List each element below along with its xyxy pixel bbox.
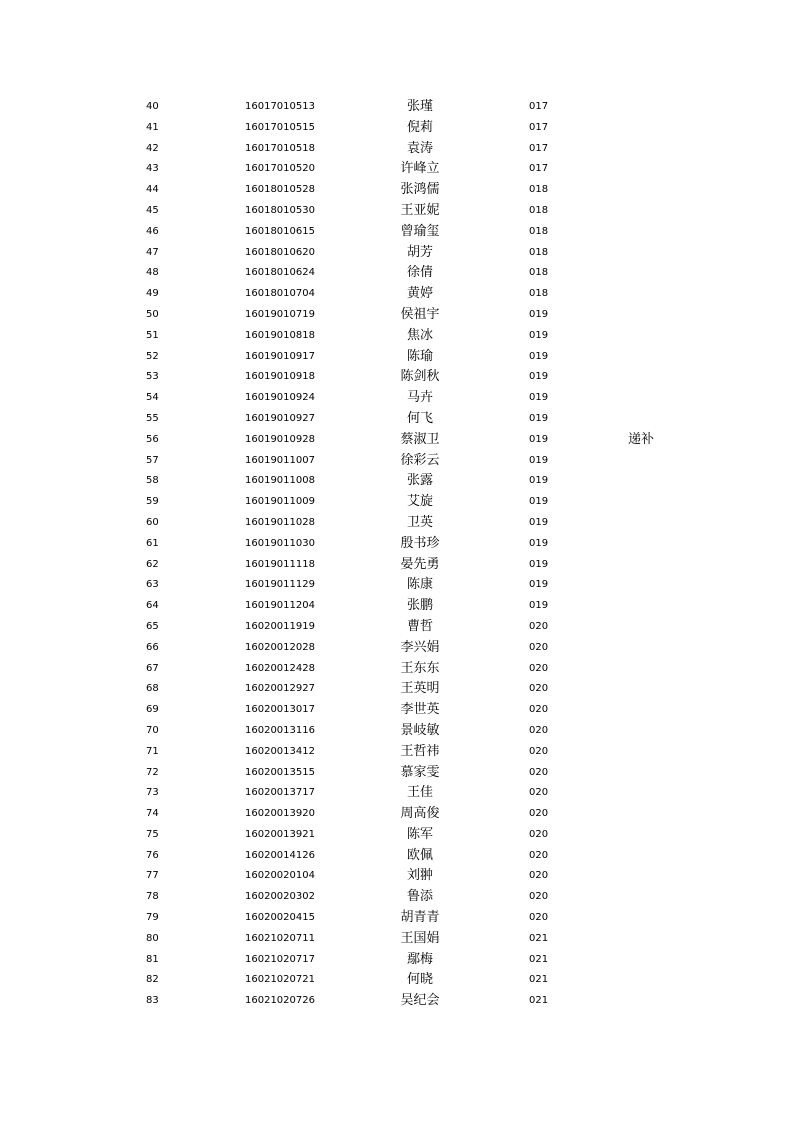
exam-id: 16017010513 [245, 101, 315, 112]
row-number: 83 [146, 995, 159, 1007]
position-code: 021 [529, 974, 549, 986]
exam-id: 16020013017 [245, 704, 315, 716]
exam-id: 16019011204 [245, 600, 315, 612]
position-code: 020 [529, 745, 549, 757]
row-number: 58 [146, 475, 159, 487]
candidate-name: 焦冰 [406, 327, 433, 343]
position-code: 020 [529, 704, 549, 716]
row-number: 63 [146, 579, 159, 591]
table-row [0, 804, 794, 825]
exam-id: 16019010818 [245, 329, 315, 341]
table-row [0, 929, 794, 950]
candidate-name: 蔡淑卫 [400, 431, 440, 447]
candidate-name: 卫英 [406, 514, 433, 530]
position-code: 020 [529, 766, 549, 778]
position-code: 019 [529, 329, 549, 341]
row-number: 66 [146, 641, 159, 653]
position-code: 017 [529, 101, 549, 112]
candidate-name: 艾旋 [406, 494, 433, 510]
roster-table [0, 97, 794, 1012]
candidate-name: 张鹏 [406, 598, 433, 614]
candidate-name: 徐彩云 [400, 452, 440, 468]
table-row [0, 908, 794, 929]
exam-id: 16018010615 [245, 225, 315, 237]
position-code: 019 [529, 350, 549, 362]
table-row [0, 721, 794, 742]
position-code: 018 [529, 267, 549, 279]
position-code: 020 [529, 870, 549, 882]
table-row [0, 180, 794, 201]
table-row [0, 783, 794, 804]
candidate-name: 陈瑜 [406, 348, 433, 364]
exam-id: 16017010518 [245, 142, 315, 154]
position-code: 020 [529, 828, 549, 840]
exam-id: 16020020104 [245, 870, 315, 882]
candidate-name: 何晓 [406, 972, 433, 988]
position-code: 021 [529, 932, 549, 944]
position-code: 018 [529, 204, 549, 216]
row-number: 71 [146, 745, 159, 757]
exam-id: 16020011919 [245, 620, 315, 632]
position-code: 017 [529, 163, 549, 175]
row-number: 46 [146, 225, 159, 237]
row-number: 48 [146, 267, 159, 279]
candidate-name: 欧佩 [406, 847, 433, 863]
candidate-name: 鲁添 [406, 889, 433, 905]
position-code: 020 [529, 849, 549, 861]
row-number: 43 [146, 163, 159, 175]
exam-id: 16019010918 [245, 371, 315, 383]
exam-id: 16020012028 [245, 641, 315, 653]
candidate-name: 王东东 [400, 660, 440, 676]
exam-id: 16019010924 [245, 392, 315, 404]
position-code: 021 [529, 995, 549, 1007]
row-number: 57 [146, 454, 159, 466]
table-row [0, 825, 794, 846]
row-number: 70 [146, 724, 159, 736]
candidate-name: 王国娟 [400, 930, 440, 946]
candidate-name: 马卉 [406, 390, 433, 406]
row-number: 51 [146, 329, 159, 341]
table-row [0, 409, 794, 430]
position-code: 019 [529, 371, 549, 383]
row-number: 59 [146, 496, 159, 508]
position-code: 018 [529, 288, 549, 300]
candidate-name: 王英明 [400, 681, 440, 697]
row-number: 53 [146, 371, 159, 383]
row-number: 77 [146, 870, 159, 882]
position-code: 020 [529, 620, 549, 632]
table-row [0, 846, 794, 867]
row-number: 72 [146, 766, 159, 778]
row-number: 67 [146, 662, 159, 674]
exam-id: 16020014126 [245, 849, 315, 861]
table-row [0, 659, 794, 680]
row-number: 74 [146, 808, 159, 820]
table-row [0, 243, 794, 264]
exam-id: 16019011118 [245, 558, 315, 570]
candidate-name: 黄婷 [406, 286, 433, 302]
row-number: 47 [146, 246, 159, 258]
candidate-name: 陈康 [406, 577, 433, 593]
table-row [0, 451, 794, 472]
row-number: 64 [146, 600, 159, 612]
exam-id: 16021020726 [245, 995, 315, 1007]
exam-id: 16020020302 [245, 891, 315, 903]
row-number: 52 [146, 350, 159, 362]
table-row [0, 326, 794, 347]
candidate-name: 倪莉 [406, 119, 433, 135]
table-row [0, 471, 794, 492]
table-row [0, 159, 794, 180]
exam-id: 16019011030 [245, 537, 315, 549]
candidate-name: 许峰立 [400, 161, 440, 177]
position-code: 017 [529, 121, 549, 133]
row-number: 44 [146, 184, 159, 196]
exam-id: 16020012927 [245, 683, 315, 695]
candidate-name: 慕家雯 [400, 764, 440, 780]
table-row [0, 950, 794, 971]
table-row [0, 763, 794, 784]
position-code: 018 [529, 246, 549, 258]
row-number: 56 [146, 433, 159, 445]
candidate-name: 陈剑秋 [400, 369, 440, 385]
table-row [0, 596, 794, 617]
candidate-name: 周高俊 [400, 806, 440, 822]
exam-id: 16019011009 [245, 496, 315, 508]
position-code: 019 [529, 496, 549, 508]
exam-id: 16019010928 [245, 433, 315, 445]
position-code: 019 [529, 516, 549, 528]
position-code: 019 [529, 537, 549, 549]
exam-id: 16020013921 [245, 828, 315, 840]
exam-id: 16020013116 [245, 724, 315, 736]
exam-id: 16019011129 [245, 579, 315, 591]
row-number: 61 [146, 537, 159, 549]
row-number: 49 [146, 288, 159, 300]
position-code: 020 [529, 787, 549, 799]
candidate-name: 殷书珍 [400, 535, 440, 551]
exam-id: 16020013920 [245, 808, 315, 820]
candidate-name: 曾瑜玺 [400, 223, 440, 239]
row-number: 41 [146, 121, 159, 133]
table-row [0, 284, 794, 305]
row-number: 79 [146, 912, 159, 924]
candidate-name: 何飞 [406, 410, 433, 426]
table-row [0, 638, 794, 659]
table-row [0, 139, 794, 160]
exam-id: 16019010927 [245, 412, 315, 424]
table-row [0, 742, 794, 763]
position-code: 020 [529, 662, 549, 674]
row-number: 54 [146, 392, 159, 404]
remark: 递补 [628, 431, 655, 447]
row-number: 82 [146, 974, 159, 986]
table-row [0, 305, 794, 326]
exam-id: 16019011008 [245, 475, 315, 487]
exam-id: 16017010515 [245, 121, 315, 133]
exam-id: 16018010624 [245, 267, 315, 279]
position-code: 019 [529, 308, 549, 320]
table-row [0, 679, 794, 700]
position-code: 019 [529, 579, 549, 591]
candidate-name: 景岐敏 [400, 722, 440, 738]
position-code: 020 [529, 641, 549, 653]
position-code: 019 [529, 475, 549, 487]
candidate-name: 胡青青 [400, 910, 440, 926]
candidate-name: 侯祖宇 [400, 306, 440, 322]
table-row [0, 555, 794, 576]
position-code: 020 [529, 912, 549, 924]
exam-id: 16020013412 [245, 745, 315, 757]
exam-id: 16018010528 [245, 184, 315, 196]
position-code: 020 [529, 683, 549, 695]
candidate-name: 鄢梅 [406, 951, 433, 967]
table-row [0, 118, 794, 139]
row-number: 42 [146, 142, 159, 154]
exam-id: 16019011028 [245, 516, 315, 528]
candidate-name: 王佳 [406, 785, 433, 801]
position-code: 019 [529, 454, 549, 466]
row-number: 40 [146, 101, 159, 112]
row-number: 75 [146, 828, 159, 840]
row-number: 80 [146, 932, 159, 944]
candidate-name: 陈军 [406, 826, 433, 842]
exam-id: 16019011007 [245, 454, 315, 466]
table-row [0, 866, 794, 887]
exam-id: 16019010719 [245, 308, 315, 320]
exam-id: 16021020711 [245, 932, 315, 944]
candidate-name: 王亚妮 [400, 202, 440, 218]
table-row [0, 887, 794, 908]
position-code: 019 [529, 600, 549, 612]
position-code: 019 [529, 412, 549, 424]
position-code: 019 [529, 558, 549, 570]
table-row [0, 97, 794, 118]
candidate-name: 李世英 [400, 702, 440, 718]
exam-id: 16020020415 [245, 912, 315, 924]
position-code: 019 [529, 392, 549, 404]
table-row [0, 513, 794, 534]
candidate-name: 徐倩 [406, 265, 433, 281]
position-code: 018 [529, 184, 549, 196]
candidate-name: 王哲祎 [400, 743, 440, 759]
table-row [0, 263, 794, 284]
row-number: 45 [146, 204, 159, 216]
candidate-name: 曹哲 [406, 618, 433, 634]
exam-id: 16020013717 [245, 787, 315, 799]
table-row [0, 534, 794, 555]
candidate-name: 张鸿儒 [400, 182, 440, 198]
position-code: 019 [529, 433, 549, 445]
row-number: 68 [146, 683, 159, 695]
table-row [0, 430, 794, 451]
exam-id: 16020013515 [245, 766, 315, 778]
table-row [0, 347, 794, 368]
exam-id: 16018010704 [245, 288, 315, 300]
row-number: 78 [146, 891, 159, 903]
candidate-name: 袁涛 [406, 140, 433, 156]
table-row [0, 201, 794, 222]
table-row [0, 388, 794, 409]
table-row [0, 367, 794, 388]
row-number: 55 [146, 412, 159, 424]
candidate-name: 张瑾 [406, 99, 433, 114]
candidate-name: 吴纪会 [400, 993, 440, 1009]
candidate-name: 胡芳 [406, 244, 433, 260]
position-code: 021 [529, 953, 549, 965]
table-row [0, 970, 794, 991]
row-number: 60 [146, 516, 159, 528]
row-number: 65 [146, 620, 159, 632]
candidate-name: 晏先勇 [400, 556, 440, 572]
exam-id: 16018010530 [245, 204, 315, 216]
position-code: 020 [529, 724, 549, 736]
table-row [0, 492, 794, 513]
table-row [0, 991, 794, 1012]
table-row [0, 617, 794, 638]
table-row [0, 575, 794, 596]
row-number: 62 [146, 558, 159, 570]
exam-id: 16020012428 [245, 662, 315, 674]
exam-id: 16021020721 [245, 974, 315, 986]
candidate-name: 刘翀 [406, 868, 433, 884]
position-code: 018 [529, 225, 549, 237]
position-code: 020 [529, 808, 549, 820]
exam-id: 16018010620 [245, 246, 315, 258]
exam-id: 16019010917 [245, 350, 315, 362]
row-number: 81 [146, 953, 159, 965]
table-row [0, 700, 794, 721]
candidate-name: 张露 [406, 473, 433, 489]
table-row [0, 222, 794, 243]
row-number: 73 [146, 787, 159, 799]
row-number: 76 [146, 849, 159, 861]
candidate-name: 李兴娟 [400, 639, 440, 655]
row-number: 50 [146, 308, 159, 320]
exam-id: 16021020717 [245, 953, 315, 965]
exam-id: 16017010520 [245, 163, 315, 175]
row-number: 69 [146, 704, 159, 716]
position-code: 020 [529, 891, 549, 903]
position-code: 017 [529, 142, 549, 154]
